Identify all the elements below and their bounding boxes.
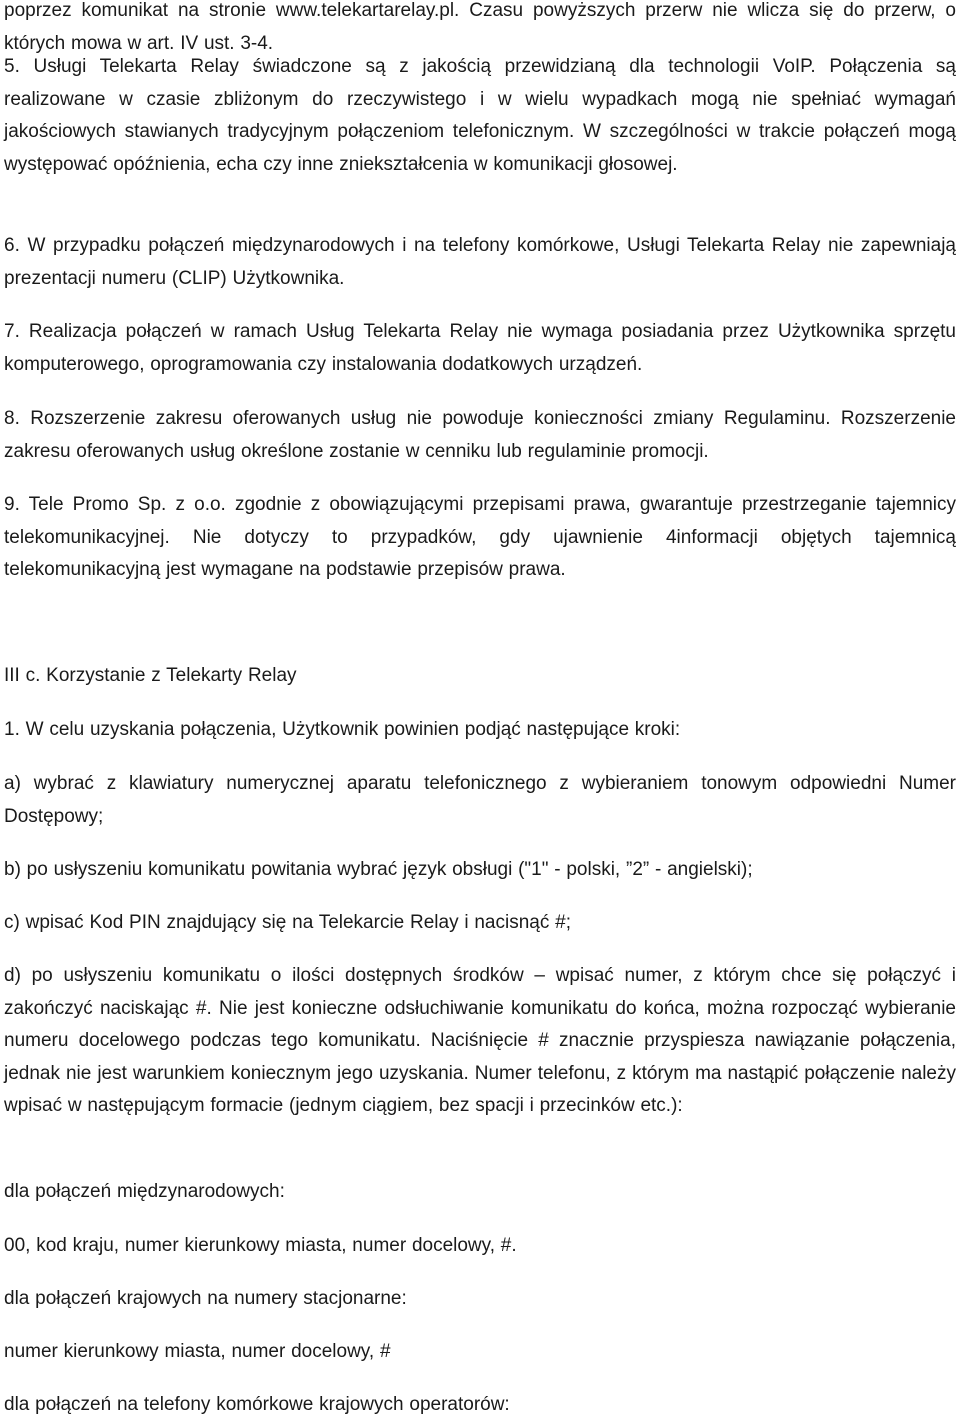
paragraph-item-5: 5. Usługi Telekarta Relay świadczone są z jakością przewidzianą dla technologii VoIP. Połączenia są realizowane w czasie zbliżonym do rzeczywistego i w wielu wypadkach mogą nie spełniać wymagań jakościowych stawianych tradycyjnym połączeniom telefonicznym. W szczególności w trakcie połączeń mogą występować opóźnienia, echa czy inne zniekształcenia w komunikacji głosowej. — [4, 56, 956, 175]
paragraph-step-c: c) wpisać Kod PIN znajdujący się na Telekarcie Relay i nacisnąć #; — [4, 912, 571, 933]
paragraph-step-1: 1. W celu uzyskania połączenia, Użytkownik powinien podjąć następujące kroki: — [4, 719, 681, 740]
paragraph-step-d: d) po usłyszeniu komunikatu o ilości dostępnych środków – wpisać numer, z którym chce się połączyć i zakończyć naciskając #. Nie jest konieczne odsłuchiwanie komunikatu do końca, można rozpocząć wybieranie numeru docelowego podczas tego komunikatu. Naciśnięcie # znacznie przyspiesza nawiązanie połączenia, jednak nie jest warunkiem koniecznym jego uzyskania. Numer telefonu, z którym ma nastąpić połączenie należy wpisać w następującym formacie (jednym ciągiem, bez spacji i przecinków etc.): — [4, 965, 956, 1116]
label-domestic-landline: dla połączeń krajowych na numery stacjonarne: — [4, 1288, 407, 1309]
paragraph-item-8: 8. Rozszerzenie zakresu oferowanych usług nie powoduje konieczności zmiany Regulaminu. Rozszerzenie zakresu oferowanych usług określone zostanie w cenniku lub regulaminie promocji. — [4, 408, 956, 462]
paragraph-step-b: b) po usłyszeniu komunikatu powitania wybrać język obsługi ("1" - polski, ”2” - angielski); — [4, 859, 753, 880]
paragraph-intro: poprzez komunikat na stronie www.telekartarelay.pl. Czasu powyższych przerw nie wlicza się do przerw, o których mowa w art. IV ust. 3-4. — [4, 0, 956, 54]
format-domestic-landline: numer kierunkowy miasta, numer docelowy, # — [4, 1341, 391, 1362]
paragraph-item-6: 6. W przypadku połączeń międzynarodowych i na telefony komórkowe, Usługi Telekarta Relay nie zapewniają prezentacji numeru (CLIP) Użytkownika. — [4, 235, 956, 289]
label-international: dla połączeń międzynarodowych: — [4, 1181, 285, 1202]
paragraph-item-7: 7. Realizacja połączeń w ramach Usług Telekarta Relay nie wymaga posiadania przez Użytkownika sprzętu komputerowego, oprogramowania czy instalowania dodatkowych urządzeń. — [4, 321, 956, 375]
label-mobile: dla połączeń na telefony komórkowe krajowych operatorów: — [4, 1394, 510, 1415]
format-international: 00, kod kraju, numer kierunkowy miasta, numer docelowy, #. — [4, 1235, 517, 1256]
paragraph-step-a: a) wybrać z klawiatury numerycznej aparatu telefonicznego z wybieraniem tonowym odpowiedni Numer Dostępowy; — [4, 773, 956, 827]
paragraph-item-9: 9. Tele Promo Sp. z o.o. zgodnie z obowiązującymi przepisami prawa, gwarantuje przestrzeganie tajemnicy telekomunikacyjnej. Nie dotyczy to przypadków, gdy ujawnienie 4informacji objętych tajemnicą telekomunikacyjną jest wymagane na podstawie przepisów prawa. — [4, 494, 956, 580]
section-heading: III c. Korzystanie z Telekarty Relay — [4, 665, 297, 686]
